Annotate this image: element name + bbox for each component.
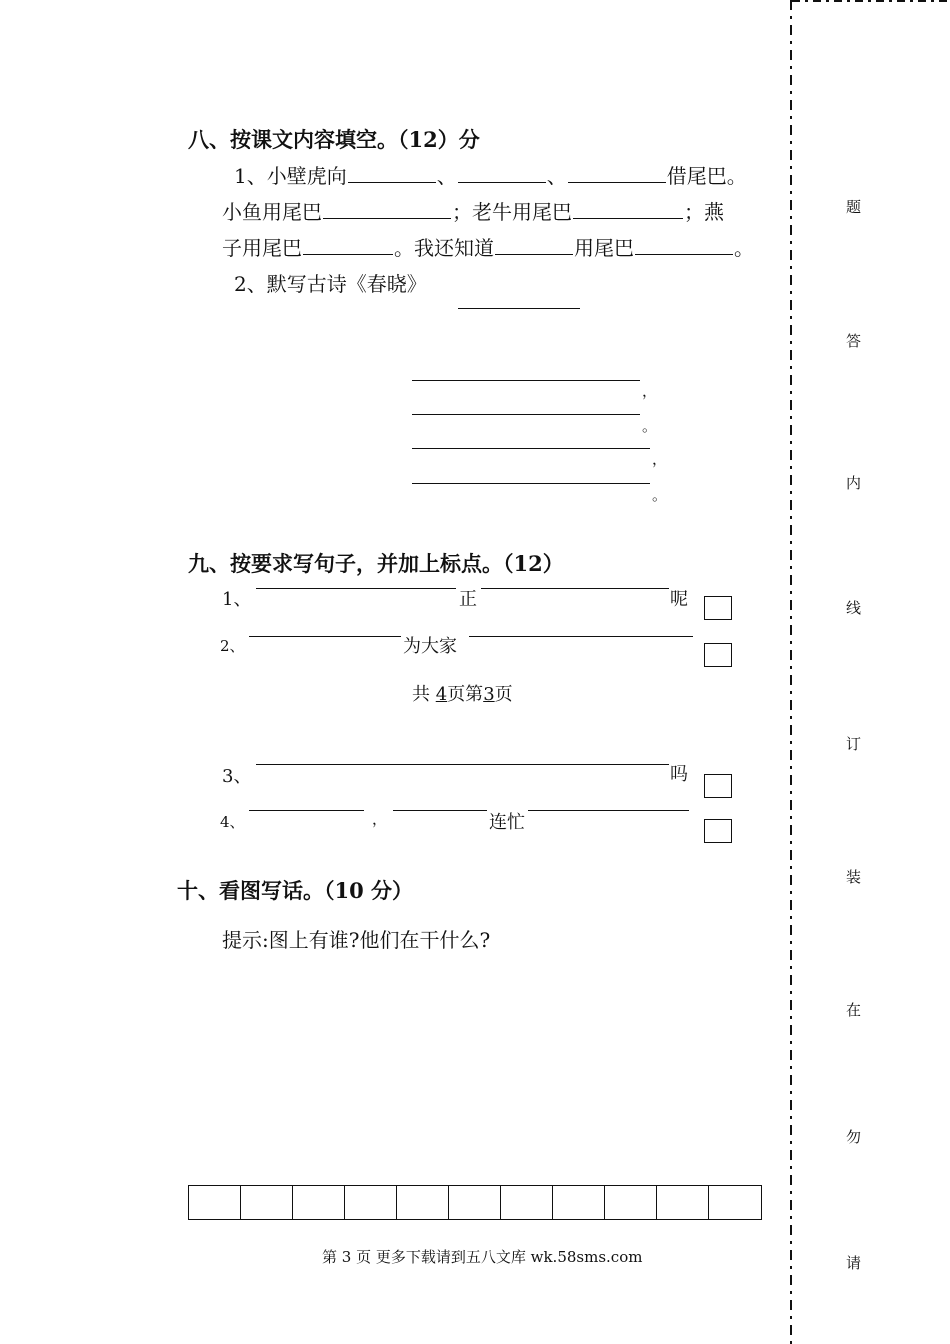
poem-line-4[interactable]	[412, 483, 650, 484]
grid-cell[interactable]	[345, 1186, 397, 1219]
grid-cell[interactable]	[657, 1186, 709, 1219]
margin-char-1: 题	[846, 198, 862, 216]
blank[interactable]	[573, 198, 683, 219]
margin-char-7: 在	[846, 1001, 862, 1019]
q2-blank-1[interactable]	[249, 636, 401, 637]
q2-blank-2[interactable]	[469, 636, 693, 637]
poem-line-3[interactable]	[412, 448, 650, 449]
q1-text-a: 1、小壁虎向	[234, 164, 347, 188]
grid-cell[interactable]	[709, 1186, 761, 1219]
blank[interactable]	[495, 234, 573, 255]
q1-text-h: 用尾巴	[574, 236, 634, 260]
section-9-q2-num: 2、	[220, 637, 245, 655]
blank[interactable]	[323, 198, 451, 219]
grid-cell[interactable]	[501, 1186, 553, 1219]
margin-char-2: 答	[846, 332, 862, 350]
section-9-q1-mid: 正	[459, 589, 477, 610]
poem-punct-4: 。	[652, 486, 668, 504]
q4-blank-3[interactable]	[528, 810, 689, 811]
top-dash-line	[792, 0, 950, 2]
section-9-q4-num: 4、	[220, 813, 245, 831]
grid-cell[interactable]	[553, 1186, 605, 1219]
punctuation-box-1[interactable]	[704, 596, 732, 620]
section-8-q1-line3	[222, 232, 754, 261]
margin-char-6: 装	[846, 868, 862, 886]
poem-title-line[interactable]	[458, 308, 580, 309]
q4-blank-1[interactable]	[249, 810, 364, 811]
blank[interactable]	[348, 162, 436, 183]
grid-cell[interactable]	[397, 1186, 449, 1219]
section-8-q1-line1	[234, 160, 747, 189]
punctuation-box-3[interactable]	[704, 774, 732, 798]
page-count-c: 页	[494, 684, 513, 705]
q3-blank[interactable]	[256, 764, 669, 765]
page-count-total: 4	[435, 684, 448, 705]
page-count-a: 共	[412, 684, 430, 705]
grid-cell[interactable]	[241, 1186, 293, 1219]
section-9-q4-mid: 连忙	[489, 812, 525, 833]
section-9-heading: 九、按要求写句子，并加上标点。（12）	[188, 551, 564, 576]
q1-text-b: 借尾巴。	[666, 164, 747, 188]
page-count-cur: 3	[483, 684, 495, 705]
section-8-q2: 2、默写古诗《春晓》	[234, 272, 427, 296]
section-9-q2-mid: 为大家	[403, 636, 457, 657]
section-9-q4-comma: ，	[372, 810, 388, 828]
q1-text-g: 。我还知道	[394, 236, 494, 260]
q1-text-d: ；老牛用尾巴	[452, 200, 572, 224]
q1-text-c: 小鱼用尾巴	[222, 200, 322, 224]
grid-cell[interactable]	[189, 1186, 241, 1219]
blank[interactable]	[568, 162, 666, 183]
section-9-q3-end: 吗	[670, 764, 688, 785]
section-10-hint: 提示:图上有谁?他们在干什么?	[222, 928, 491, 952]
margin-char-8: 勿	[846, 1128, 862, 1146]
q4-blank-2[interactable]	[393, 810, 487, 811]
grid-cell[interactable]	[605, 1186, 657, 1219]
binding-line	[790, 0, 792, 1344]
margin-char-4: 线	[846, 599, 862, 617]
margin-char-3: 内	[846, 474, 862, 492]
q1-text-i: 。	[734, 236, 754, 260]
q1-blank-2[interactable]	[481, 588, 669, 589]
margin-char-9: 请	[846, 1254, 862, 1272]
section-9-q1-num: 1、	[222, 589, 252, 610]
blank[interactable]	[458, 162, 546, 183]
section-8-heading: 八、按课文内容填空。（12）分	[188, 127, 480, 152]
section-8-q1-line2	[222, 196, 724, 225]
separator: 、	[546, 164, 567, 188]
separator: 、	[436, 164, 457, 188]
grid-cell[interactable]	[449, 1186, 501, 1219]
blank[interactable]	[635, 234, 733, 255]
margin-char-5: 订	[846, 735, 862, 753]
poem-punct-2: 。	[642, 417, 658, 435]
writing-grid	[188, 1185, 762, 1220]
q1-blank-1[interactable]	[256, 588, 456, 589]
poem-line-2[interactable]	[412, 414, 640, 415]
poem-punct-3: ，	[652, 450, 668, 468]
poem-punct-1: ，	[642, 382, 658, 400]
section-9-q1-end: 呢	[670, 589, 688, 610]
section-10-heading: 十、看图写话。（10 分）	[177, 878, 414, 903]
page-count-b: 页第	[447, 684, 484, 705]
grid-cell[interactable]	[293, 1186, 345, 1219]
section-9-q3-num: 3、	[222, 766, 252, 787]
poem-line-1[interactable]	[412, 380, 640, 381]
q1-text-f: 子用尾巴	[222, 236, 302, 260]
q1-text-e: ；燕	[684, 200, 724, 224]
punctuation-box-4[interactable]	[704, 819, 732, 843]
punctuation-box-2[interactable]	[704, 643, 732, 667]
page-count	[412, 680, 513, 706]
page-footer: 第 3 页 更多下载请到五八文库 wk.58sms.com	[322, 1248, 643, 1266]
blank[interactable]	[303, 234, 393, 255]
